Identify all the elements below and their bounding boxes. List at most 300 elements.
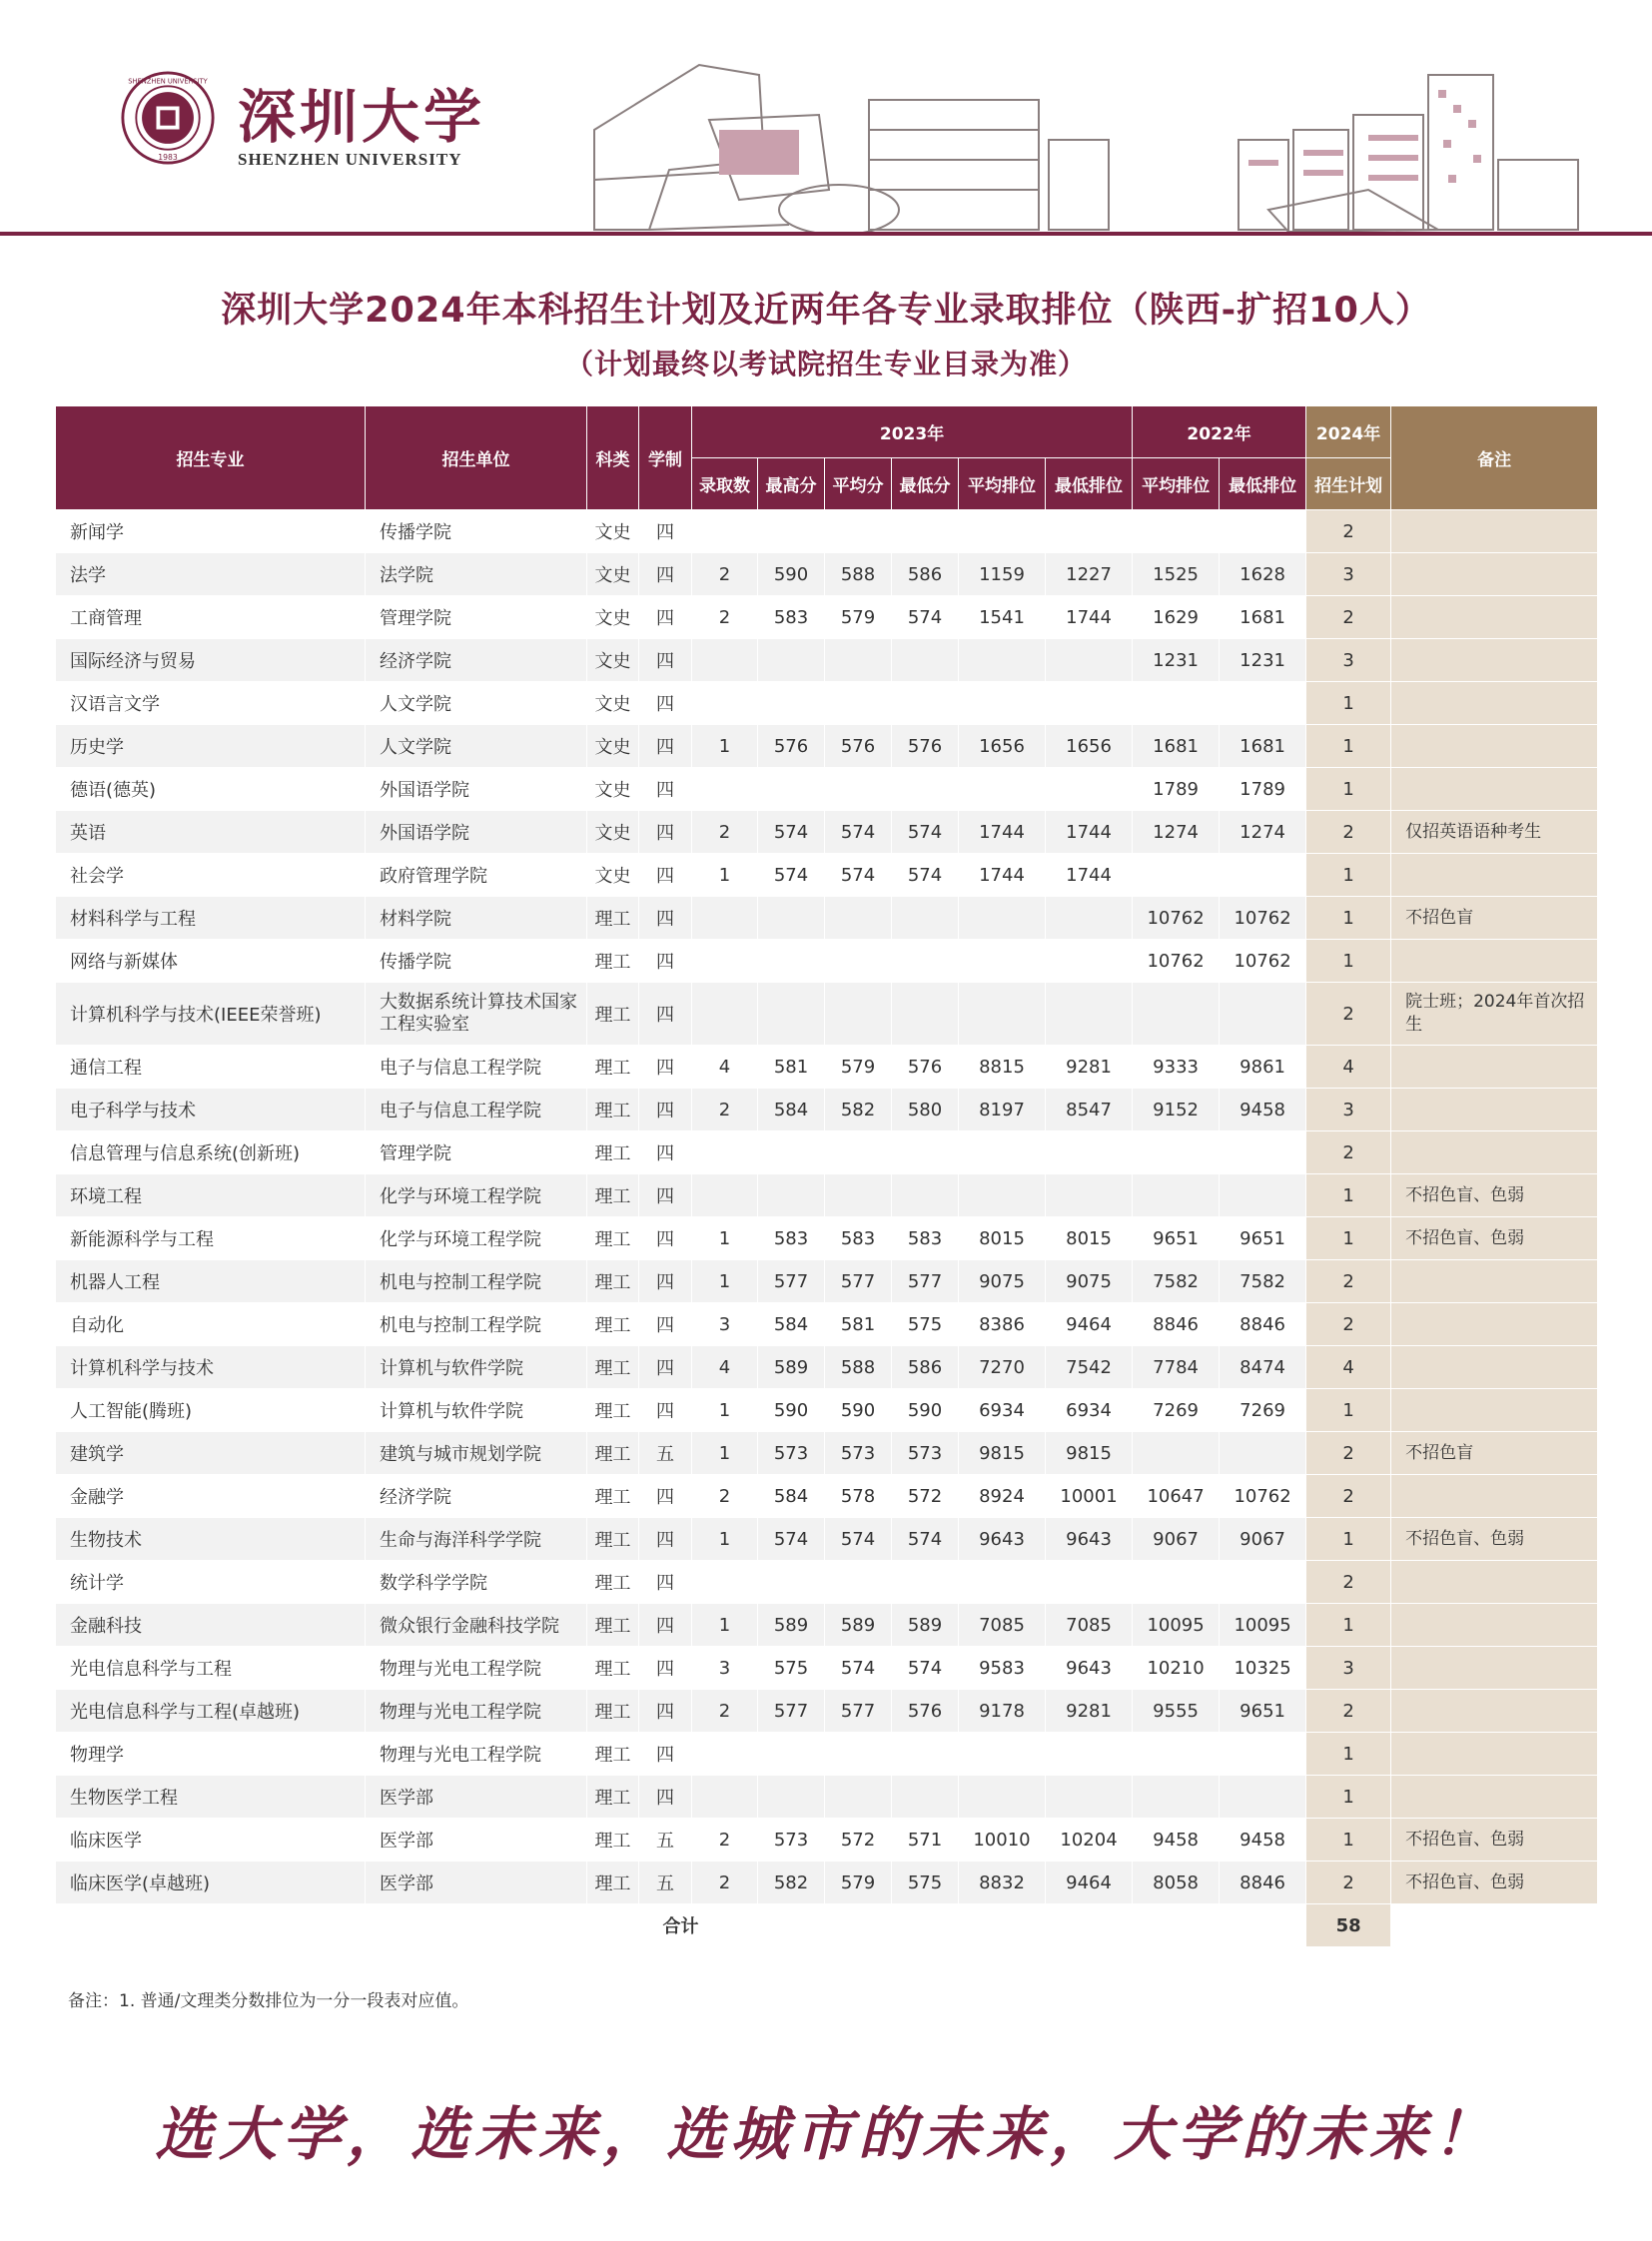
table-row [56, 725, 1598, 768]
cell-unit: 医学部 [366, 1776, 587, 1819]
cell-remark [1391, 553, 1598, 596]
cell-unit: 生命与海洋科学学院 [366, 1518, 587, 1561]
cell-avg-rank-2022: 9458 [1133, 1819, 1220, 1862]
campus-skyline-illustration [589, 60, 1588, 238]
cell-max-score: 577 [758, 1260, 825, 1303]
cell-min-rank-2022: 10325 [1220, 1647, 1306, 1690]
cell-remark: 仅招英语语种考生 [1391, 811, 1598, 854]
cell-unit: 管理学院 [366, 1131, 587, 1174]
cell-duration: 四 [639, 940, 692, 983]
total-plan: 58 [1306, 1904, 1391, 1947]
cell-min-rank: 8547 [1046, 1089, 1133, 1131]
cell-avg-rank-2022 [1133, 854, 1220, 897]
cell-major: 国际经济与贸易 [56, 639, 366, 682]
cell-avg-rank-2022: 1789 [1133, 768, 1220, 811]
cell-min-rank: 1744 [1046, 854, 1133, 897]
cell-plan: 1 [1306, 1174, 1391, 1217]
cell-unit: 外国语学院 [366, 811, 587, 854]
cell-admitted: 2 [692, 596, 758, 639]
cell-min-rank: 1656 [1046, 725, 1133, 768]
cell-duration: 四 [639, 1089, 692, 1131]
cell-remark [1391, 639, 1598, 682]
cell-avg-rank [959, 682, 1046, 725]
cell-remark: 不招色盲、色弱 [1391, 1217, 1598, 1260]
cell-major: 电子科学与技术 [56, 1089, 366, 1131]
cell-plan: 2 [1306, 1260, 1391, 1303]
cell-admitted: 3 [692, 1303, 758, 1346]
cell-min-rank-2022: 7582 [1220, 1260, 1306, 1303]
cell-max-score: 573 [758, 1432, 825, 1475]
cell-plan: 1 [1306, 897, 1391, 940]
cell-major: 德语(德英) [56, 768, 366, 811]
cell-min-rank: 9464 [1046, 1862, 1133, 1904]
cell-min-score: 574 [892, 1647, 959, 1690]
cell-min-score: 576 [892, 1690, 959, 1733]
cell-min-rank [1046, 768, 1133, 811]
cell-min-rank-2022: 9458 [1220, 1819, 1306, 1862]
cell-avg-score [825, 1174, 892, 1217]
col-duration-header: 学制 [639, 406, 692, 510]
cell-avg-rank-2022 [1133, 1131, 1220, 1174]
cell-avg-rank-2022: 10647 [1133, 1475, 1220, 1518]
cell-avg-rank-2022: 1629 [1133, 596, 1220, 639]
table-row [56, 1475, 1598, 1518]
cell-avg-rank: 10010 [959, 1819, 1046, 1862]
table-row [56, 983, 1598, 1046]
cell-admitted: 4 [692, 1046, 758, 1089]
cell-min-score: 571 [892, 1819, 959, 1862]
cell-remark [1391, 1733, 1598, 1776]
cell-unit: 建筑与城市规划学院 [366, 1432, 587, 1475]
cell-max-score: 574 [758, 1518, 825, 1561]
cell-unit: 法学院 [366, 553, 587, 596]
cell-avg-rank-2022: 9651 [1133, 1217, 1220, 1260]
cell-duration: 四 [639, 1690, 692, 1733]
cell-min-rank-2022 [1220, 1561, 1306, 1604]
cell-avg-score: 574 [825, 1518, 892, 1561]
cell-avg-score: 579 [825, 596, 892, 639]
cell-duration: 四 [639, 1346, 692, 1389]
cell-remark [1391, 1089, 1598, 1131]
cell-admitted: 1 [692, 1389, 758, 1432]
cell-duration: 四 [639, 1647, 692, 1690]
cell-avg-rank-2022 [1133, 1174, 1220, 1217]
cell-plan: 2 [1306, 510, 1391, 553]
cell-admitted: 1 [692, 725, 758, 768]
cell-plan: 1 [1306, 940, 1391, 983]
table-row [56, 1174, 1598, 1217]
cell-unit: 电子与信息工程学院 [366, 1046, 587, 1089]
cell-category: 文史 [587, 553, 639, 596]
cell-admitted [692, 1733, 758, 1776]
cell-avg-rank-2022: 9152 [1133, 1089, 1220, 1131]
table-row [56, 940, 1598, 983]
cell-unit: 机电与控制工程学院 [366, 1260, 587, 1303]
cell-avg-rank-2022: 9333 [1133, 1046, 1220, 1089]
cell-duration: 四 [639, 1389, 692, 1432]
cell-admitted [692, 1174, 758, 1217]
page-subtitle: （计划最终以考试院招生专业目录为准） [564, 348, 1087, 380]
cell-avg-rank-2022 [1133, 983, 1220, 1046]
cell-avg-rank: 9643 [959, 1518, 1046, 1561]
cell-min-rank: 1744 [1046, 811, 1133, 854]
cell-avg-rank: 7085 [959, 1604, 1046, 1647]
cell-min-score: 583 [892, 1217, 959, 1260]
cell-plan: 4 [1306, 1046, 1391, 1089]
cell-category: 理工 [587, 1475, 639, 1518]
cell-plan: 2 [1306, 1303, 1391, 1346]
cell-min-rank-2022: 10762 [1220, 1475, 1306, 1518]
cell-duration: 四 [639, 510, 692, 553]
cell-duration: 四 [639, 1303, 692, 1346]
table-row [56, 1733, 1598, 1776]
cell-remark [1391, 1389, 1598, 1432]
cell-duration: 四 [639, 1260, 692, 1303]
table-row [56, 1604, 1598, 1647]
cell-max-score: 575 [758, 1647, 825, 1690]
cell-avg-rank-2022 [1133, 1733, 1220, 1776]
cell-avg-rank [959, 1174, 1046, 1217]
cell-avg-rank: 8924 [959, 1475, 1046, 1518]
cell-category: 文史 [587, 854, 639, 897]
table-row [56, 639, 1598, 682]
cell-category: 理工 [587, 1862, 639, 1904]
cell-avg-rank: 6934 [959, 1389, 1046, 1432]
cell-admitted [692, 510, 758, 553]
table-total-row [56, 1904, 1598, 1947]
cell-avg-score [825, 1733, 892, 1776]
cell-unit: 管理学院 [366, 596, 587, 639]
cell-plan: 2 [1306, 1862, 1391, 1904]
cell-remark [1391, 1561, 1598, 1604]
cell-admitted [692, 897, 758, 940]
cell-admitted: 1 [692, 1604, 758, 1647]
cell-plan: 3 [1306, 1647, 1391, 1690]
cell-min-score [892, 1776, 959, 1819]
cell-avg-score [825, 639, 892, 682]
cell-avg-rank-2022: 10762 [1133, 940, 1220, 983]
cell-avg-rank: 8197 [959, 1089, 1046, 1131]
col-avg-rank-2022-header: 平均排位 [1133, 458, 1220, 510]
cell-major: 建筑学 [56, 1432, 366, 1475]
cell-remark: 不招色盲 [1391, 897, 1598, 940]
cell-remark [1391, 1346, 1598, 1389]
cell-avg-score: 578 [825, 1475, 892, 1518]
cell-avg-score: 589 [825, 1604, 892, 1647]
cell-duration: 四 [639, 1518, 692, 1561]
cell-min-score [892, 983, 959, 1046]
table-row [56, 1819, 1598, 1862]
cell-remark: 不招色盲、色弱 [1391, 1819, 1598, 1862]
cell-category: 理工 [587, 1046, 639, 1089]
cell-max-score: 584 [758, 1475, 825, 1518]
cell-min-rank [1046, 682, 1133, 725]
cell-category: 文史 [587, 639, 639, 682]
cell-avg-score: 581 [825, 1303, 892, 1346]
cell-max-score [758, 768, 825, 811]
cell-remark [1391, 1475, 1598, 1518]
cell-duration: 四 [639, 1604, 692, 1647]
cell-min-score: 590 [892, 1389, 959, 1432]
cell-category: 文史 [587, 510, 639, 553]
cell-avg-rank: 1744 [959, 811, 1046, 854]
cell-remark [1391, 854, 1598, 897]
cell-min-rank [1046, 1776, 1133, 1819]
cell-min-rank: 9281 [1046, 1690, 1133, 1733]
year-2023-header: 2023年 [692, 406, 1133, 458]
cell-min-score: 589 [892, 1604, 959, 1647]
cell-avg-score: 588 [825, 1346, 892, 1389]
cell-major: 汉语言文学 [56, 682, 366, 725]
cell-min-score [892, 897, 959, 940]
cell-major: 光电信息科学与工程(卓越班) [56, 1690, 366, 1733]
cell-min-score: 580 [892, 1089, 959, 1131]
cell-avg-rank-2022: 1274 [1133, 811, 1220, 854]
cell-min-score: 574 [892, 811, 959, 854]
cell-category: 理工 [587, 1561, 639, 1604]
cell-max-score: 590 [758, 553, 825, 596]
cell-min-rank-2022: 9651 [1220, 1690, 1306, 1733]
cell-min-rank: 9643 [1046, 1518, 1133, 1561]
table-row [56, 510, 1598, 553]
table-row [56, 1131, 1598, 1174]
cell-max-score: 589 [758, 1604, 825, 1647]
cell-min-rank [1046, 940, 1133, 983]
cell-max-score: 583 [758, 1217, 825, 1260]
cell-avg-rank-2022: 7582 [1133, 1260, 1220, 1303]
cell-avg-rank: 1541 [959, 596, 1046, 639]
cell-admitted: 1 [692, 1432, 758, 1475]
cell-plan: 3 [1306, 553, 1391, 596]
cell-unit: 医学部 [366, 1862, 587, 1904]
cell-avg-rank [959, 639, 1046, 682]
cell-min-rank-2022 [1220, 1776, 1306, 1819]
cell-duration: 五 [639, 1862, 692, 1904]
cell-category: 理工 [587, 1819, 639, 1862]
cell-plan: 1 [1306, 1389, 1391, 1432]
cell-major: 材料科学与工程 [56, 897, 366, 940]
cell-avg-rank: 1656 [959, 725, 1046, 768]
cell-plan: 1 [1306, 1217, 1391, 1260]
cell-duration: 四 [639, 1733, 692, 1776]
slogan: 选大学，选未来，选城市的未来，大学的未来！ [154, 2100, 1497, 2168]
table-row [56, 1389, 1598, 1432]
cell-avg-rank-2022: 8846 [1133, 1303, 1220, 1346]
cell-admitted [692, 983, 758, 1046]
cell-min-score: 586 [892, 553, 959, 596]
cell-category: 理工 [587, 1217, 639, 1260]
cell-avg-rank: 8015 [959, 1217, 1046, 1260]
cell-major: 机器人工程 [56, 1260, 366, 1303]
cell-major: 社会学 [56, 854, 366, 897]
cell-min-score: 574 [892, 596, 959, 639]
cell-avg-score: 574 [825, 854, 892, 897]
cell-unit: 计算机与软件学院 [366, 1389, 587, 1432]
cell-remark [1391, 1131, 1598, 1174]
cell-plan: 2 [1306, 1475, 1391, 1518]
cell-min-score: 586 [892, 1346, 959, 1389]
table-row [56, 1518, 1598, 1561]
cell-category: 理工 [587, 1776, 639, 1819]
cell-min-rank-2022: 9458 [1220, 1089, 1306, 1131]
cell-unit: 机电与控制工程学院 [366, 1303, 587, 1346]
cell-major: 金融科技 [56, 1604, 366, 1647]
cell-min-rank-2022: 10762 [1220, 940, 1306, 983]
cell-avg-score: 573 [825, 1432, 892, 1475]
cell-min-rank-2022: 8846 [1220, 1303, 1306, 1346]
cell-min-rank [1046, 897, 1133, 940]
cell-min-rank: 9643 [1046, 1647, 1133, 1690]
cell-unit: 物理与光电工程学院 [366, 1690, 587, 1733]
cell-avg-rank-2022: 10095 [1133, 1604, 1220, 1647]
admission-plan-table [55, 405, 1598, 1947]
cell-major: 网络与新媒体 [56, 940, 366, 983]
cell-unit: 材料学院 [366, 897, 587, 940]
cell-admitted [692, 940, 758, 983]
cell-avg-rank [959, 768, 1046, 811]
cell-min-score [892, 639, 959, 682]
cell-avg-rank: 8815 [959, 1046, 1046, 1089]
cell-major: 工商管理 [56, 596, 366, 639]
cell-remark [1391, 1690, 1598, 1733]
col-category-header: 科类 [587, 406, 639, 510]
cell-min-rank-2022: 9861 [1220, 1046, 1306, 1089]
cell-avg-rank-2022: 9067 [1133, 1518, 1220, 1561]
cell-unit: 人文学院 [366, 682, 587, 725]
cell-min-rank: 10204 [1046, 1819, 1133, 1862]
cell-plan: 2 [1306, 1432, 1391, 1475]
cell-category: 理工 [587, 1518, 639, 1561]
cell-admitted: 2 [692, 1819, 758, 1862]
cell-plan: 3 [1306, 639, 1391, 682]
cell-avg-rank-2022 [1133, 510, 1220, 553]
cell-min-score: 577 [892, 1260, 959, 1303]
col-major-header: 招生专业 [56, 406, 366, 510]
cell-min-rank-2022: 10095 [1220, 1604, 1306, 1647]
cell-major: 临床医学(卓越班) [56, 1862, 366, 1904]
cell-min-rank-2022: 8474 [1220, 1346, 1306, 1389]
cell-min-score [892, 1561, 959, 1604]
cell-avg-score [825, 1776, 892, 1819]
cell-max-score [758, 940, 825, 983]
cell-category: 理工 [587, 1131, 639, 1174]
cell-max-score [758, 1776, 825, 1819]
table-row [56, 1690, 1598, 1733]
year-2022-header: 2022年 [1133, 406, 1306, 458]
cell-min-rank-2022: 1628 [1220, 553, 1306, 596]
cell-remark [1391, 940, 1598, 983]
cell-duration: 四 [639, 811, 692, 854]
cell-duration: 四 [639, 983, 692, 1046]
cell-admitted: 2 [692, 811, 758, 854]
cell-admitted [692, 1131, 758, 1174]
cell-category: 理工 [587, 1260, 639, 1303]
cell-remark [1391, 1647, 1598, 1690]
cell-avg-score [825, 1561, 892, 1604]
cell-category: 文史 [587, 596, 639, 639]
cell-admitted [692, 1776, 758, 1819]
cell-max-score [758, 1174, 825, 1217]
cell-unit: 化学与环境工程学院 [366, 1217, 587, 1260]
cell-unit: 政府管理学院 [366, 854, 587, 897]
cell-max-score: 581 [758, 1046, 825, 1089]
cell-unit: 大数据系统计算技术国家工程实验室 [366, 983, 587, 1046]
cell-min-score [892, 1174, 959, 1217]
cell-admitted: 1 [692, 854, 758, 897]
cell-plan: 2 [1306, 983, 1391, 1046]
cell-avg-score: 588 [825, 553, 892, 596]
cell-duration: 五 [639, 1432, 692, 1475]
cell-min-score: 572 [892, 1475, 959, 1518]
cell-remark [1391, 1604, 1598, 1647]
cell-remark: 不招色盲 [1391, 1432, 1598, 1475]
cell-major: 新能源科学与工程 [56, 1217, 366, 1260]
cell-remark [1391, 1776, 1598, 1819]
cell-major: 环境工程 [56, 1174, 366, 1217]
cell-avg-score: 577 [825, 1690, 892, 1733]
cell-max-score [758, 1561, 825, 1604]
cell-max-score: 574 [758, 854, 825, 897]
cell-plan: 1 [1306, 1733, 1391, 1776]
cell-avg-score: 574 [825, 1647, 892, 1690]
cell-plan: 1 [1306, 725, 1391, 768]
cell-max-score: 589 [758, 1346, 825, 1389]
cell-category: 理工 [587, 897, 639, 940]
cell-unit: 经济学院 [366, 639, 587, 682]
cell-avg-score [825, 1131, 892, 1174]
cell-category: 文史 [587, 725, 639, 768]
table-row [56, 897, 1598, 940]
cell-avg-rank-2022 [1133, 1432, 1220, 1475]
cell-avg-rank: 1744 [959, 854, 1046, 897]
cell-remark: 不招色盲、色弱 [1391, 1862, 1598, 1904]
cell-min-score [892, 768, 959, 811]
col-plan-header: 招生计划 [1306, 458, 1391, 510]
footnote: 备注：1. 普通/文理类分数排位为一分一段表对应值。 [68, 1991, 469, 2011]
cell-remark [1391, 682, 1598, 725]
cell-avg-rank [959, 983, 1046, 1046]
table-row [56, 553, 1598, 596]
cell-category: 文史 [587, 768, 639, 811]
cell-plan: 2 [1306, 1561, 1391, 1604]
cell-avg-rank: 9583 [959, 1647, 1046, 1690]
cell-max-score [758, 1733, 825, 1776]
cell-avg-score: 572 [825, 1819, 892, 1862]
cell-category: 理工 [587, 1303, 639, 1346]
cell-unit: 人文学院 [366, 725, 587, 768]
table-row [56, 596, 1598, 639]
cell-min-rank-2022: 7269 [1220, 1389, 1306, 1432]
cell-category: 理工 [587, 1690, 639, 1733]
table-row [56, 1303, 1598, 1346]
cell-remark [1391, 510, 1598, 553]
cell-min-rank [1046, 1174, 1133, 1217]
cell-category: 理工 [587, 983, 639, 1046]
cell-remark [1391, 768, 1598, 811]
table-row [56, 1046, 1598, 1089]
university-name-cn: 深圳大学 [238, 83, 486, 151]
cell-major: 英语 [56, 811, 366, 854]
university-seal-icon [120, 70, 216, 166]
table-row [56, 1346, 1598, 1389]
cell-min-score: 574 [892, 854, 959, 897]
cell-admitted: 3 [692, 1647, 758, 1690]
cell-avg-rank [959, 1561, 1046, 1604]
col-admitted-header: 录取数 [692, 458, 758, 510]
cell-avg-score: 579 [825, 1046, 892, 1089]
cell-plan: 1 [1306, 1776, 1391, 1819]
cell-duration: 四 [639, 1561, 692, 1604]
